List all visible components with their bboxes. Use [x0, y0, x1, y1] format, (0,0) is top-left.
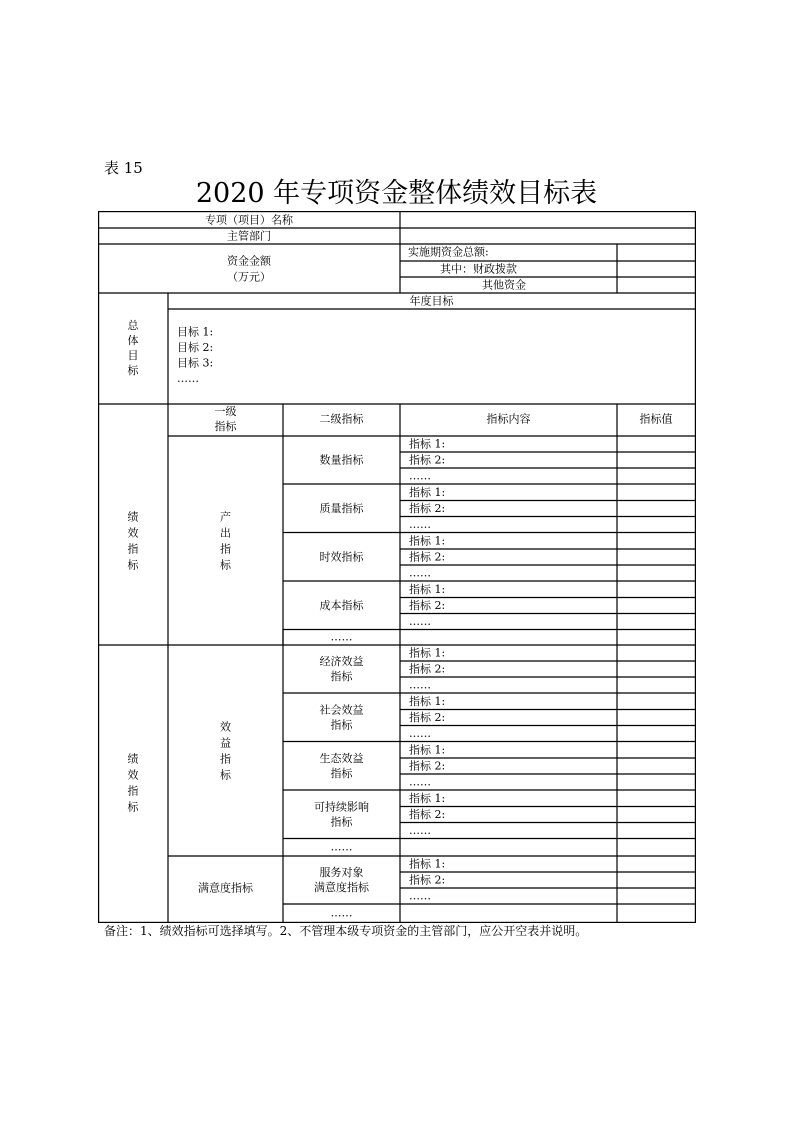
indicator-1-label: 指标 1: — [409, 486, 446, 499]
indicator-ellipsis: …… — [409, 727, 431, 740]
level2-indicator-name: 成本指标 — [319, 599, 364, 612]
indicator-2-label: 指标 2: — [409, 759, 446, 773]
benefit-category-label: 指 — [220, 752, 231, 766]
benefit-side-label: 标 — [127, 800, 139, 814]
indicator-1-label: 指标 1: — [409, 695, 446, 708]
output-side-label: 绩 — [127, 510, 139, 524]
indicator-2-label: 指标 2: — [409, 453, 446, 467]
output-side-label: 指 — [127, 542, 139, 556]
indicator-2-label: 指标 2: — [409, 550, 446, 564]
table-grid — [98, 211, 696, 923]
goal-item: …… — [177, 372, 199, 385]
indicator-ellipsis: …… — [409, 775, 431, 789]
indicator-1-label: 指标 1: — [409, 857, 446, 871]
indicator-2-label: 指标 2: — [409, 711, 446, 724]
indicator-ellipsis: …… — [409, 824, 431, 837]
level2-indicator-name: 满意度指标 — [314, 881, 369, 894]
level2-indicator-name: 生态效益 — [319, 752, 364, 765]
column-level2-header: 二级指标 — [319, 412, 364, 426]
fund-amount-label: 资金金额 — [227, 254, 271, 268]
footnote: 备注：1、绩效指标可选择填写。2、不管理本级专项资金的主管部门，应公开空表并说明。 — [104, 924, 588, 938]
benefit-category-label: 标 — [220, 768, 231, 782]
indicator-2-label: 指标 2: — [409, 599, 446, 612]
indicator-2-label: 指标 2: — [409, 502, 446, 515]
level2-indicator-name: 指标 — [330, 815, 353, 829]
indicator-ellipsis: …… — [409, 678, 431, 692]
benefit-more: …… — [330, 840, 353, 854]
level2-indicator-name: 可持续影响 — [314, 800, 369, 814]
indicator-1-label: 指标 1: — [409, 437, 446, 451]
indicator-2-label: 指标 2: — [409, 662, 446, 676]
table-number: 表 15 — [104, 159, 143, 177]
benefit-side-label: 效 — [127, 768, 139, 782]
overall-goal-side-label: 体 — [127, 334, 139, 347]
benefit-category-label: 效 — [220, 720, 231, 734]
benefit-side-label: 指 — [127, 784, 139, 798]
indicator-ellipsis: …… — [409, 615, 431, 628]
annual-goal-header: 年度目标 — [409, 294, 454, 308]
goal-item: 目标 3: — [177, 356, 214, 370]
indicator-1-label: 指标 1: — [409, 792, 446, 805]
level2-indicator-name: 指标 — [330, 670, 353, 683]
indicator-1-label: 指标 1: — [409, 583, 446, 596]
output-category-label: 标 — [220, 558, 231, 572]
overall-goal-side-label: 目 — [127, 349, 139, 362]
level2-indicator-name: 数量指标 — [319, 453, 364, 467]
indicator-ellipsis: …… — [409, 518, 431, 531]
performance-goal-table — [98, 211, 696, 923]
table-border — [99, 212, 696, 923]
indicator-1-label: 指标 1: — [409, 743, 446, 757]
indicator-ellipsis: …… — [409, 469, 431, 483]
goal-item: 目标 2: — [177, 341, 214, 354]
level2-indicator-name: 服务对象 — [319, 866, 364, 879]
benefit-side-label: 绩 — [127, 752, 139, 766]
output-side-label: 效 — [127, 526, 139, 540]
output-category-label: 产 — [220, 510, 231, 524]
indicator-1-label: 指标 1: — [409, 646, 446, 660]
indicator-ellipsis: …… — [409, 566, 431, 580]
column-value-header: 指标值 — [639, 412, 673, 426]
output-more: …… — [330, 630, 353, 644]
level2-indicator-name: 质量指标 — [319, 502, 364, 515]
overall-goal-side-label: 标 — [127, 364, 139, 377]
overall-goal-side-label: 总 — [127, 319, 139, 332]
level2-indicator-name: 指标 — [330, 767, 353, 780]
other-funds-label: 其他资金 — [482, 278, 526, 292]
indicator-ellipsis: …… — [409, 889, 431, 903]
output-category-label: 指 — [220, 542, 231, 556]
level2-indicator-name: 社会效益 — [319, 703, 364, 717]
document-title: 2020 年专项资金整体绩效目标表 — [195, 178, 598, 209]
indicator-1-label: 指标 1: — [409, 534, 446, 548]
total-funds-label: 实施期资金总额: — [408, 245, 489, 259]
indicator-2-label: 指标 2: — [409, 808, 446, 821]
fiscal-funds-label: 其中：财政拨款 — [440, 262, 517, 276]
project-name-label: 专项（项目）名称 — [205, 213, 293, 227]
level2-indicator-name: 指标 — [330, 718, 353, 732]
goal-item: 目标 1: — [177, 325, 214, 339]
output-side-label: 标 — [127, 558, 139, 572]
column-level1-header: 指标 — [214, 420, 237, 433]
benefit-category-label: 益 — [220, 736, 231, 750]
indicator-2-label: 指标 2: — [409, 873, 446, 887]
level2-indicator-name: 时效指标 — [319, 550, 364, 564]
department-label: 主管部门 — [227, 229, 271, 243]
output-category-label: 出 — [220, 526, 231, 540]
satisfaction-category-label: 满意度指标 — [198, 881, 253, 895]
satisfaction-more: …… — [330, 906, 353, 920]
fund-amount-unit: （万元） — [227, 270, 271, 284]
level2-indicator-name: 经济效益 — [319, 655, 364, 668]
column-level1-header: 一级 — [214, 405, 237, 418]
column-content-header: 指标内容 — [486, 412, 531, 426]
